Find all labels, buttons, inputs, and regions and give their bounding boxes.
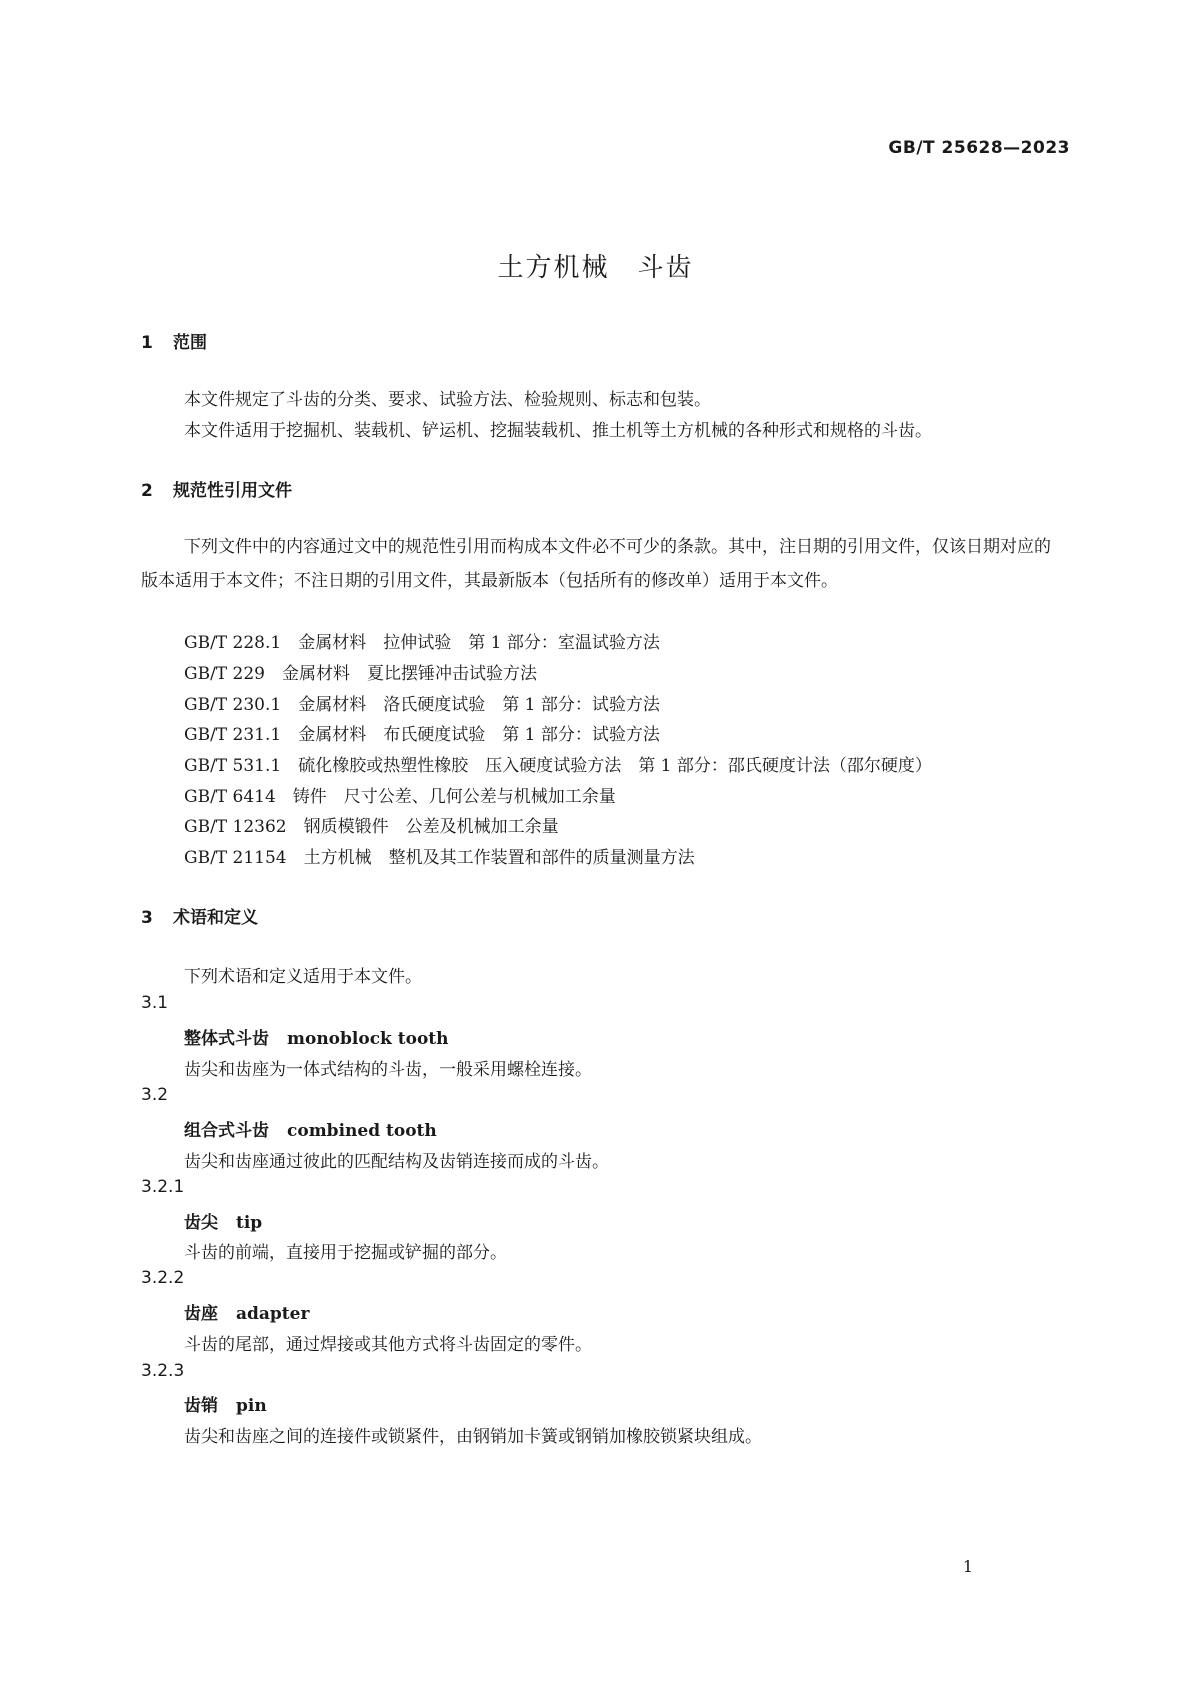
section-title: 范围 — [173, 333, 207, 353]
reference-item: GB/T 6414 铸件 尺寸公差、几何公差与机械加工余量 — [184, 787, 616, 807]
term-en: combined tooth — [287, 1121, 437, 1141]
term-en: monoblock tooth — [287, 1029, 449, 1049]
term-en: tip — [236, 1213, 263, 1233]
reference-item: GB/T 229 金属材料 夏比摆锤冲击试验方法 — [184, 664, 537, 684]
standard-code: GB/T 25628—2023 — [888, 138, 1070, 158]
reference-item: GB/T 21154 土方机械 整机及其工作装置和部件的质量测量方法 — [184, 848, 695, 868]
term-zh: 整体式斗齿 — [184, 1029, 269, 1049]
section-number: 1 — [141, 333, 153, 353]
reference-item: GB/T 231.1 金属材料 布氏硬度试验 第 1 部分：试验方法 — [184, 725, 660, 745]
term-number: 3.2 — [141, 1085, 169, 1105]
term-name — [184, 1116, 437, 1141]
section-3-heading — [141, 903, 258, 928]
term-name — [184, 1208, 262, 1233]
term-definition: 齿尖和齿座通过彼此的匹配结构及齿销连接而成的斗齿。 — [184, 1152, 609, 1172]
page-number: 1 — [962, 1557, 973, 1576]
section-number: 3 — [141, 908, 153, 928]
term-en: adapter — [236, 1304, 310, 1324]
term-definition: 斗齿的前端，直接用于挖掘或铲掘的部分。 — [184, 1243, 507, 1263]
term-zh: 齿座 — [184, 1304, 218, 1324]
paragraph: 下列术语和定义适用于本文件。 — [184, 967, 422, 987]
reference-item: GB/T 531.1 硫化橡胶或热塑性橡胶 压入硬度试验方法 第 1 部分：邵氏硬度计法（邵尔硬度） — [184, 756, 932, 776]
paragraph: 本文件适用于挖掘机、装载机、铲运机、挖掘装载机、推土机等土方机械的各种形式和规格的斗齿。 — [184, 421, 932, 441]
reference-item: GB/T 230.1 金属材料 洛氏硬度试验 第 1 部分：试验方法 — [184, 695, 660, 715]
reference-item: GB/T 12362 钢质模锻件 公差及机械加工余量 — [184, 817, 559, 837]
section-title: 规范性引用文件 — [173, 481, 292, 501]
term-number: 3.2.2 — [141, 1268, 185, 1288]
term-number: 3.2.1 — [141, 1177, 185, 1197]
term-en: pin — [236, 1396, 267, 1416]
term-definition: 齿尖和齿座为一体式结构的斗齿，一般采用螺栓连接。 — [184, 1060, 592, 1080]
term-definition: 斗齿的尾部，通过焊接或其他方式将斗齿固定的零件。 — [184, 1335, 592, 1355]
section-number: 2 — [141, 481, 153, 501]
paragraph: 下列文件中的内容通过文中的规范性引用而构成本文件必不可少的条款。其中，注日期的引用文件，仅该日期对应的版本适用于本文件；不注日期的引用文件，其最新版本（包括所有的修改单）适用于本文件。 — [141, 537, 1051, 591]
section-title: 术语和定义 — [173, 908, 258, 928]
section-2-heading — [141, 476, 292, 501]
paragraph: 本文件规定了斗齿的分类、要求、试验方法、检验规则、标志和包装。 — [184, 390, 711, 410]
section-1-heading — [141, 328, 207, 353]
term-zh: 组合式斗齿 — [184, 1121, 269, 1141]
document-title: 土方机械 斗齿 — [497, 253, 694, 283]
term-zh: 齿销 — [184, 1396, 218, 1416]
term-number: 3.2.3 — [141, 1361, 185, 1381]
term-definition: 齿尖和齿座之间的连接件或锁紧件，由钢销加卡簧或钢销加橡胶锁紧块组成。 — [184, 1427, 762, 1447]
term-name — [184, 1024, 449, 1049]
term-name — [184, 1299, 309, 1324]
term-name — [184, 1391, 267, 1416]
term-number: 3.1 — [141, 993, 169, 1013]
reference-item: GB/T 228.1 金属材料 拉伸试验 第 1 部分：室温试验方法 — [184, 633, 660, 653]
term-zh: 齿尖 — [184, 1213, 218, 1233]
